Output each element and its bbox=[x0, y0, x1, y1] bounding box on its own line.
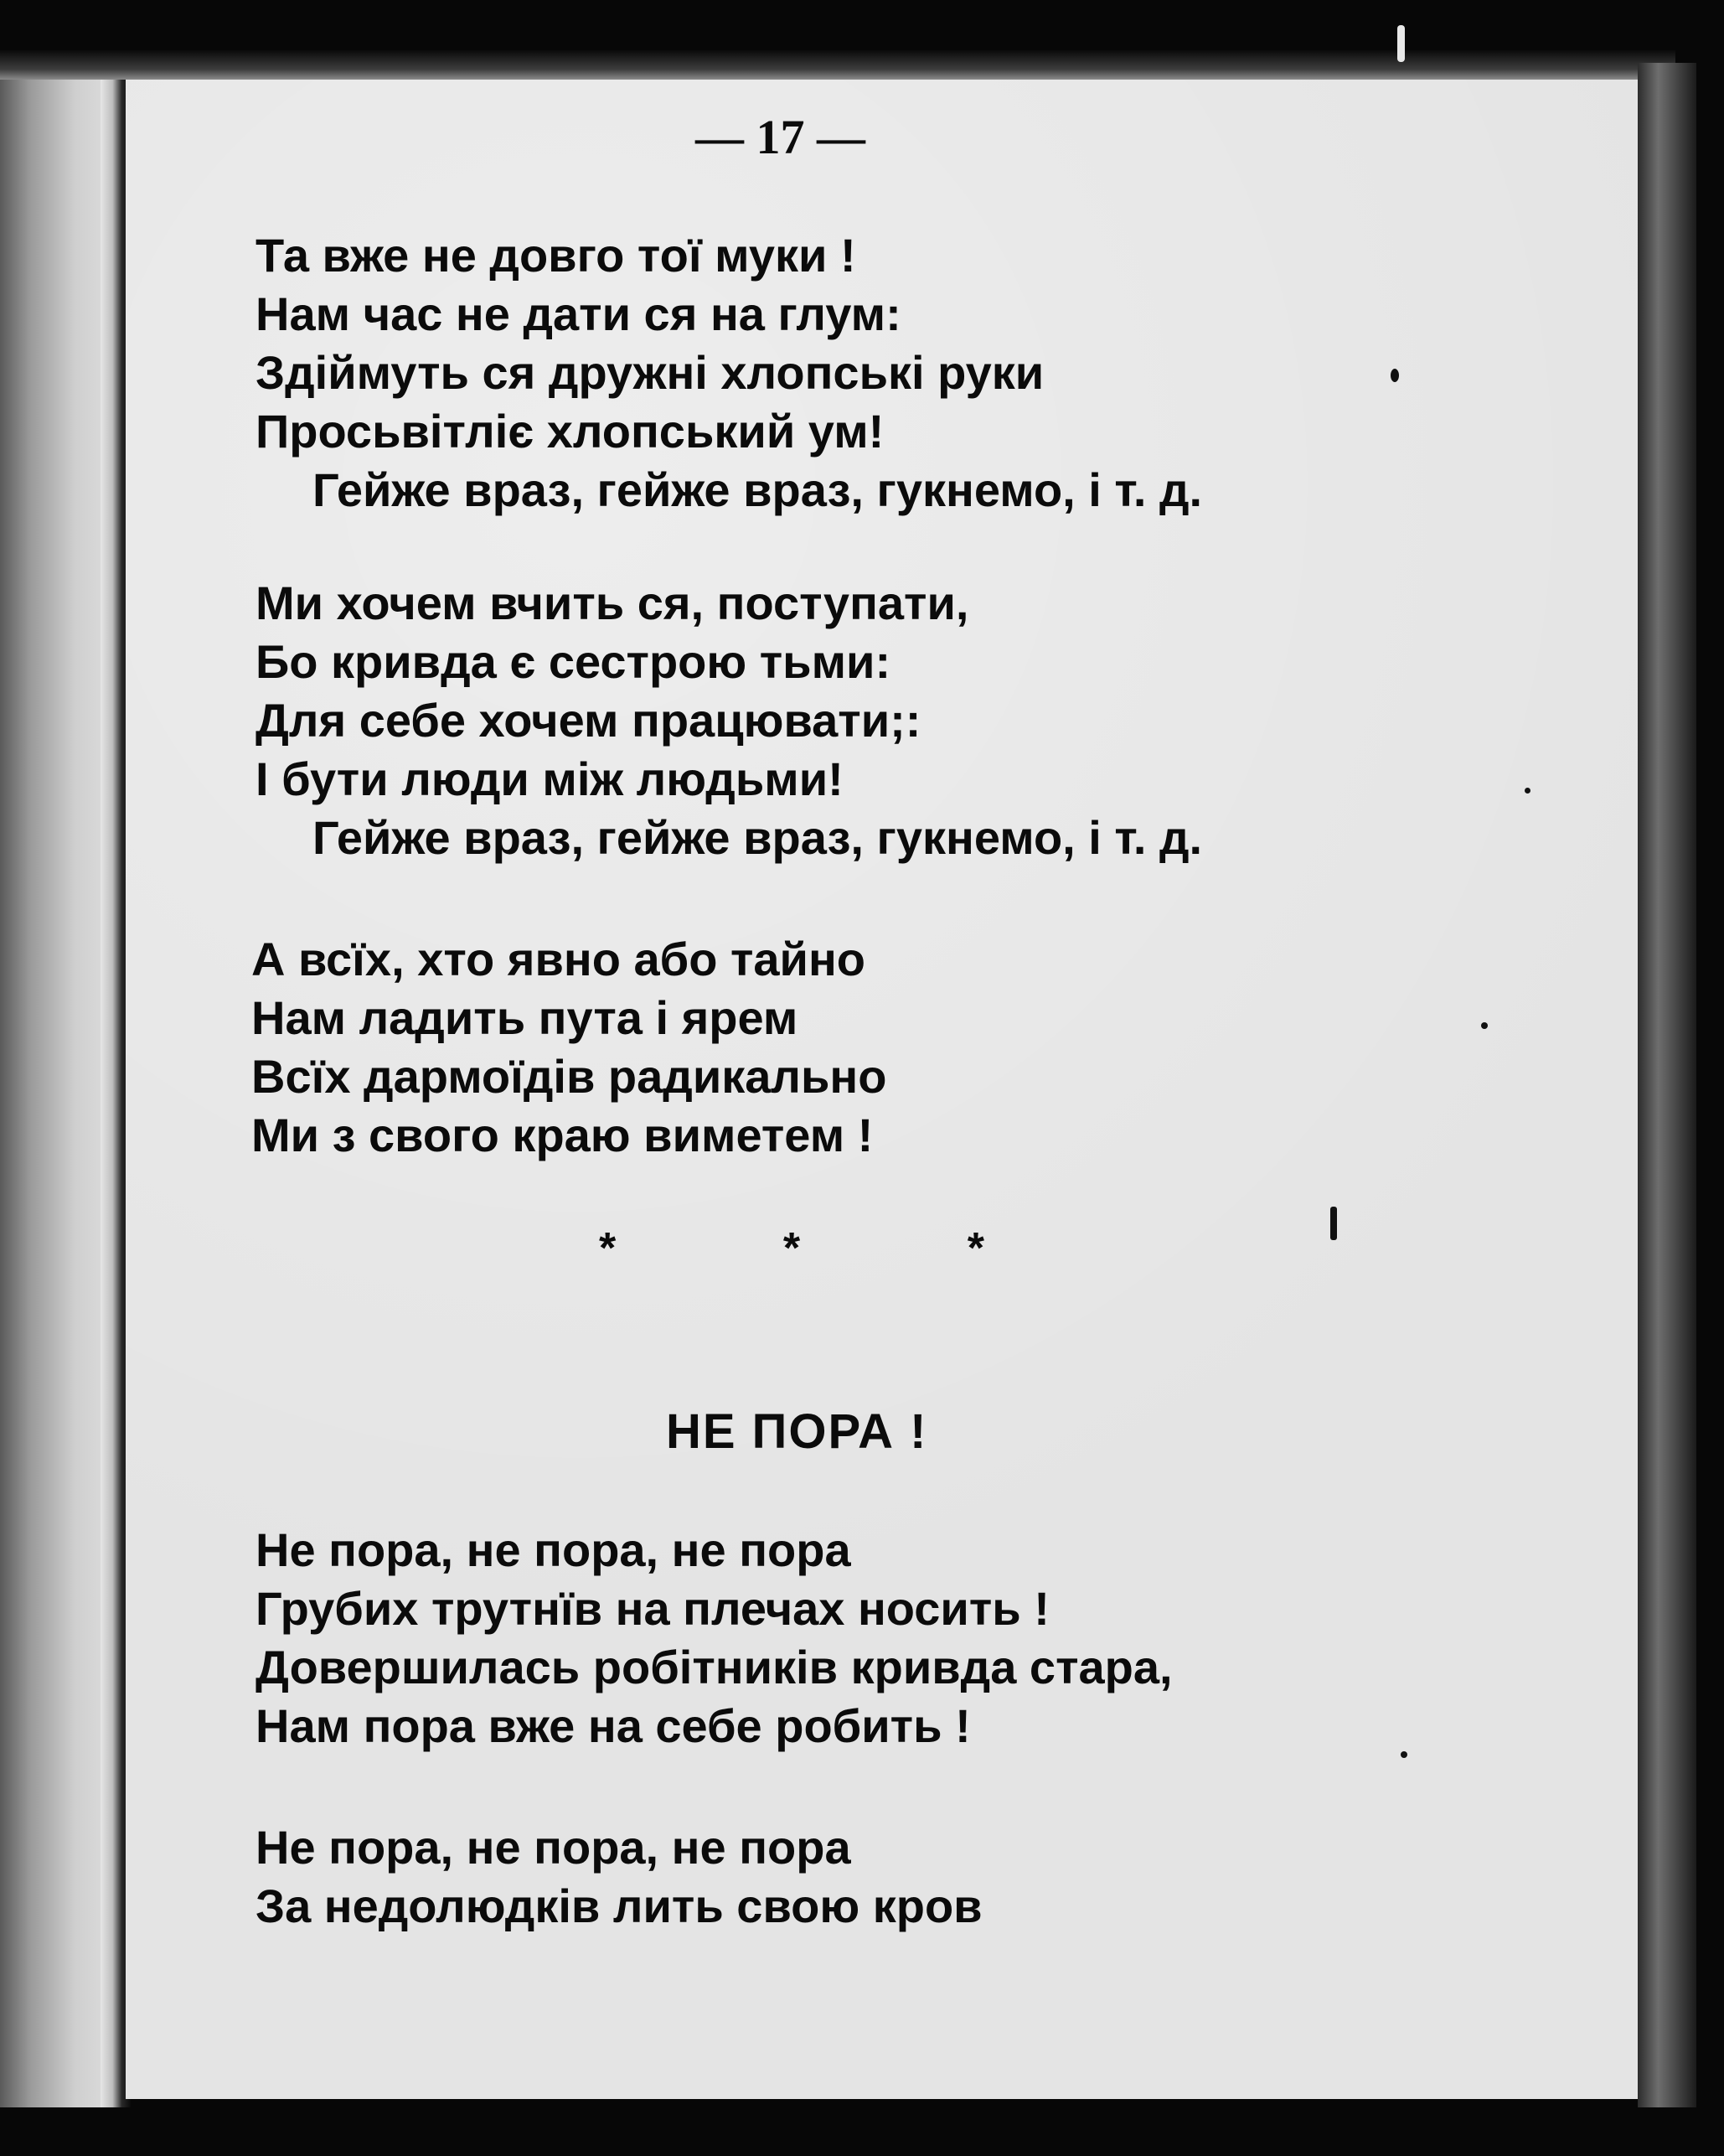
poem1-stanza-2 bbox=[256, 574, 1202, 867]
page-number: — 17 — bbox=[695, 110, 865, 164]
poem-line: Нам час не дати ся на глум: bbox=[256, 287, 901, 340]
book-right-edge bbox=[1638, 63, 1696, 2107]
poem1-stanza-1 bbox=[256, 226, 1202, 520]
poem-line: Ми хочем вчить ся, поступати, bbox=[256, 576, 969, 629]
scan-speck bbox=[1397, 25, 1405, 62]
poem-refrain: Гейже враз, гейже враз, гукнемо, і т. д. bbox=[312, 463, 1203, 516]
scan-speck bbox=[1391, 369, 1399, 382]
poem-line: Всїх дармоїдів радикально bbox=[251, 1050, 887, 1103]
poem-line: Для себе хочем працювати;: bbox=[256, 694, 921, 747]
poem-line: Нам ладить пута і ярем bbox=[251, 991, 798, 1044]
poem-line: А всїх, хто явно або тайно bbox=[251, 933, 866, 985]
poem-line: І бути люди між людьми! bbox=[256, 752, 844, 805]
poem-line: Здіймуть ся дружні хлопські руки bbox=[256, 346, 1045, 399]
poem-line: Грубих трутнїв на плечах носить ! bbox=[256, 1582, 1050, 1635]
separator-star: * bbox=[967, 1224, 984, 1273]
scan-speck bbox=[1481, 1022, 1488, 1029]
separator-star: * bbox=[599, 1224, 617, 1273]
scan-speck bbox=[1330, 1207, 1337, 1240]
poem-line: Та вже не довго тої муки ! bbox=[256, 229, 856, 282]
left-page-edge bbox=[0, 80, 101, 2107]
poem1-stanza-3 bbox=[251, 930, 886, 1165]
poem-line: Ми з свого краю виметем ! bbox=[251, 1109, 874, 1161]
poem2-stanza-2 bbox=[256, 1818, 983, 1936]
scan-speck bbox=[1401, 1751, 1407, 1758]
separator-star: * bbox=[782, 1224, 801, 1273]
poem-line: Не пора, не пора, не пора bbox=[256, 1523, 851, 1576]
section-separator bbox=[599, 1223, 984, 1274]
poem-line: Нам пора вже на себе робить ! bbox=[256, 1699, 971, 1752]
poem-title: НЕ ПОРА ! bbox=[666, 1404, 928, 1459]
book-top-edge bbox=[0, 50, 1675, 82]
poem-line: Не пора, не пора, не пора bbox=[256, 1821, 851, 1874]
poem-line: За недолюдків лить свою кров bbox=[256, 1879, 983, 1932]
poem-line: Бо кривда є сестрою тьми: bbox=[256, 635, 891, 688]
poem2-stanza-1 bbox=[256, 1521, 1173, 1755]
poem-refrain: Гейже враз, гейже враз, гукнемо, і т. д. bbox=[312, 811, 1203, 864]
scan-speck bbox=[1525, 788, 1530, 794]
poem-line: Довершилась робітників кривда стара, bbox=[256, 1641, 1173, 1693]
poem-line: Просьвітліє хлопський ум! bbox=[256, 405, 885, 458]
